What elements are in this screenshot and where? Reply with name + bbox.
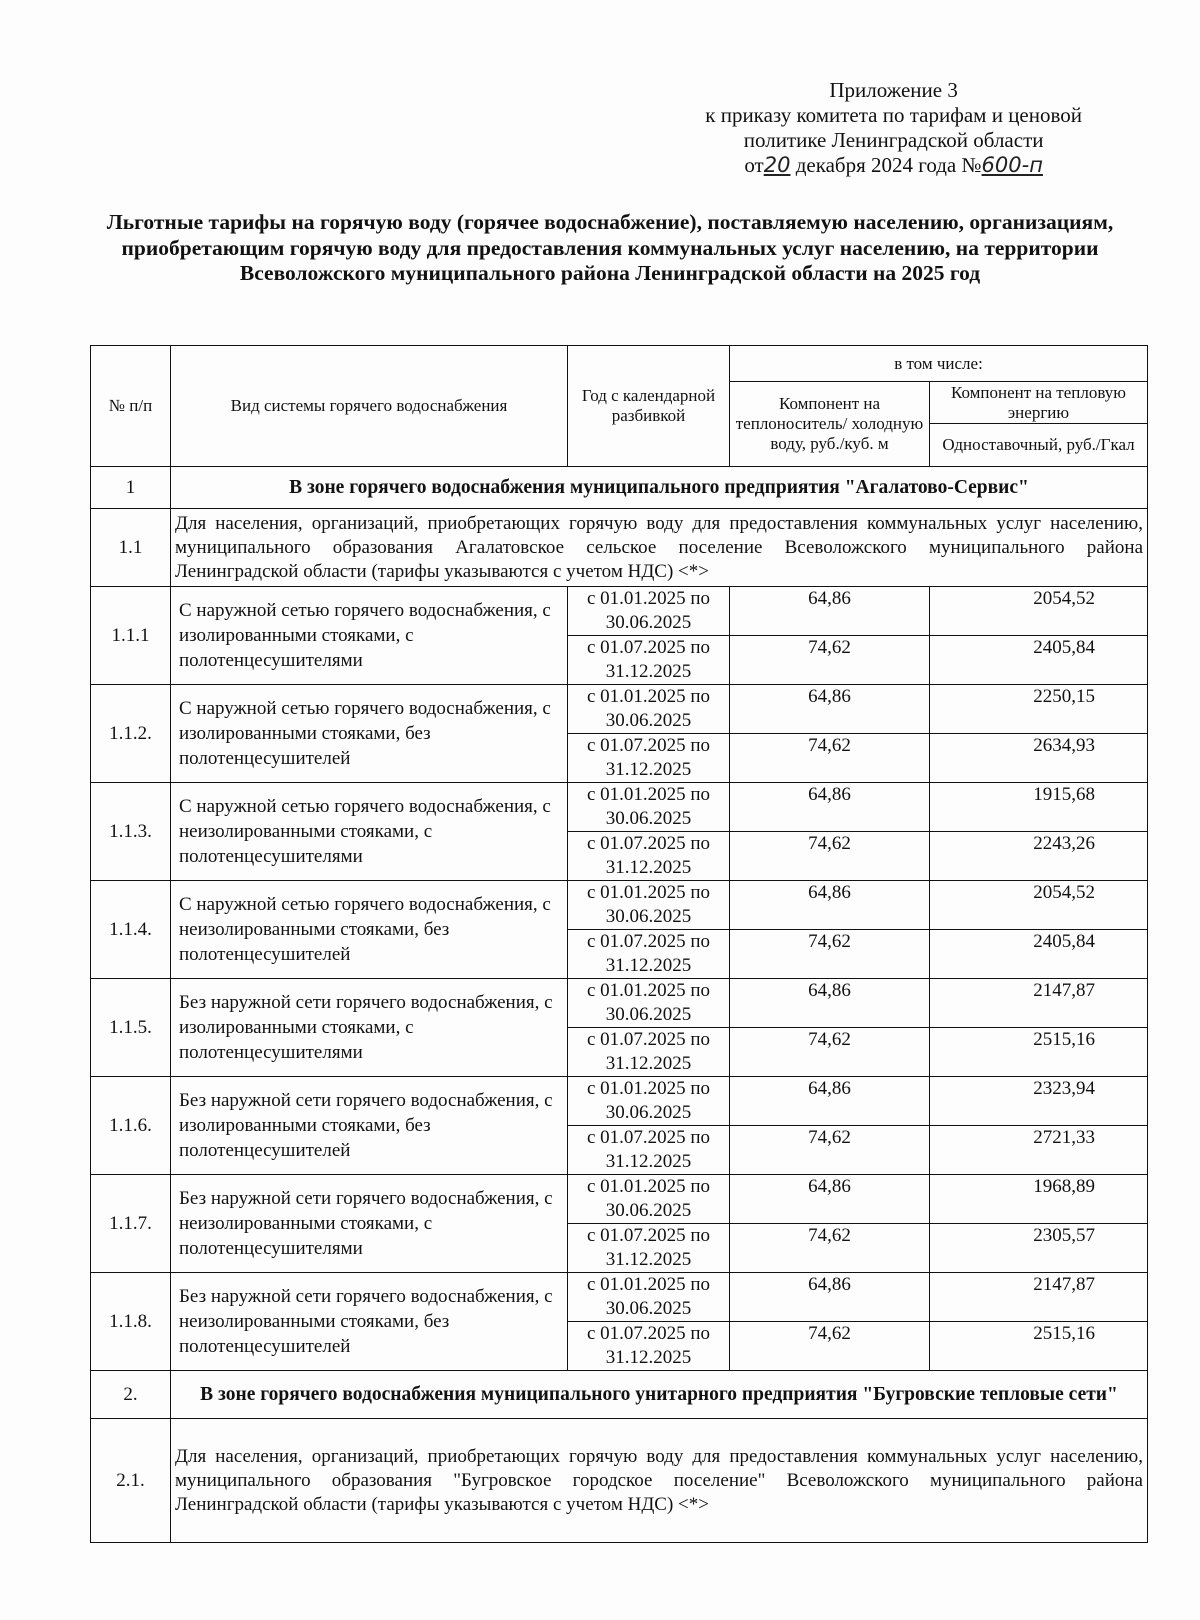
row-num: 1.1.1 bbox=[91, 587, 171, 685]
period-second-half: с 01.07.2025 по 31.12.2025 bbox=[568, 1224, 730, 1273]
header-year: Год с календарной разбивкой bbox=[568, 346, 730, 467]
heat-component-value: 2405,84 bbox=[930, 930, 1148, 979]
heat-component-value: 2147,87 bbox=[930, 1273, 1148, 1322]
heat-component-value: 2147,87 bbox=[930, 979, 1148, 1028]
water-component-value: 74,62 bbox=[730, 1028, 930, 1077]
system-description: Без наружной сети горячего водоснабжения, с изолированными стояками, с полотенцесушителями bbox=[171, 979, 568, 1077]
row-num: 1.1.4. bbox=[91, 881, 171, 979]
system-description: Без наружной сети горячего водоснабжения, с изолированными стояками, без полотенцесушителей bbox=[171, 1077, 568, 1175]
water-component-value: 74,62 bbox=[730, 1126, 930, 1175]
row-num: 1.1.2. bbox=[91, 685, 171, 783]
handwritten-day: 20 bbox=[763, 153, 791, 177]
tariff-row bbox=[91, 881, 1148, 930]
header-heat-component: Компонент на тепловую энергию bbox=[930, 382, 1148, 424]
header-heat-rate: Одноставочный, руб./Гкал bbox=[930, 424, 1148, 467]
system-description: Без наружной сети горячего водоснабжения, с неизолированными стояками, с полотенцесушителями bbox=[171, 1175, 568, 1273]
appendix-order-ref: к приказу комитета по тарифам и ценовой bbox=[705, 103, 1082, 127]
heat-component-value: 1968,89 bbox=[930, 1175, 1148, 1224]
water-component-value: 64,86 bbox=[730, 587, 930, 636]
water-component-value: 64,86 bbox=[730, 685, 930, 734]
header-including: в том числе: bbox=[730, 346, 1148, 382]
row-num: 1.1.6. bbox=[91, 1077, 171, 1175]
appendix-header bbox=[705, 78, 1082, 178]
heat-component-value: 2054,52 bbox=[930, 881, 1148, 930]
handwritten-order-number: 600-п bbox=[981, 153, 1043, 177]
header-system: Вид системы горячего водоснабжения bbox=[171, 346, 568, 467]
heat-component-value: 2305,57 bbox=[930, 1224, 1148, 1273]
tariff-row bbox=[91, 783, 1148, 832]
period-first-half: с 01.01.2025 по 30.06.2025 bbox=[568, 1077, 730, 1126]
water-component-value: 64,86 bbox=[730, 1175, 930, 1224]
heat-component-value: 2405,84 bbox=[930, 636, 1148, 685]
water-component-value: 64,86 bbox=[730, 783, 930, 832]
tariff-row bbox=[91, 685, 1148, 734]
tariff-row bbox=[91, 587, 1148, 636]
appendix-date bbox=[705, 153, 1082, 178]
header-water-component: Компонент на теплоноситель/ холодную воду, руб./куб. м bbox=[730, 382, 930, 467]
water-component-value: 74,62 bbox=[730, 636, 930, 685]
subsection-2-1-num: 2.1. bbox=[91, 1419, 171, 1543]
heat-component-value: 2515,16 bbox=[930, 1028, 1148, 1077]
period-first-half: с 01.01.2025 по 30.06.2025 bbox=[568, 881, 730, 930]
row-num: 1.1.7. bbox=[91, 1175, 171, 1273]
water-component-value: 74,62 bbox=[730, 1322, 930, 1371]
date-middle: декабря 2024 года № bbox=[795, 153, 982, 177]
heat-component-value: 2250,15 bbox=[930, 685, 1148, 734]
period-second-half: с 01.07.2025 по 31.12.2025 bbox=[568, 1028, 730, 1077]
subsection-1-1-num: 1.1 bbox=[91, 509, 171, 587]
tariff-row bbox=[91, 1273, 1148, 1322]
system-description: Без наружной сети горячего водоснабжения, с неизолированными стояками, без полотенцесушителей bbox=[171, 1273, 568, 1371]
heat-component-value: 2054,52 bbox=[930, 587, 1148, 636]
period-second-half: с 01.07.2025 по 31.12.2025 bbox=[568, 734, 730, 783]
heat-component-value: 2634,93 bbox=[930, 734, 1148, 783]
system-description: С наружной сетью горячего водоснабжения, с изолированными стояками, без полотенцесушителей bbox=[171, 685, 568, 783]
subsection-1-1-text: Для населения, организаций, приобретающих горячую воду для предоставления коммунальных услуг населению, муниципального образования Агалатовское сельское поселение Всеволожского муниципального района Ленинградской области (тарифы указываются с учетом НДС) <*> bbox=[171, 509, 1148, 587]
period-second-half: с 01.07.2025 по 31.12.2025 bbox=[568, 930, 730, 979]
heat-component-value: 2515,16 bbox=[930, 1322, 1148, 1371]
water-component-value: 64,86 bbox=[730, 979, 930, 1028]
period-first-half: с 01.01.2025 по 30.06.2025 bbox=[568, 783, 730, 832]
water-component-value: 64,86 bbox=[730, 881, 930, 930]
subsection-2-1-text: Для населения, организаций, приобретающих горячую воду для предоставления коммунальных услуг населению, муниципального образования "Бугровское городское поселение" Всеволожского муниципального района Ленинградской области (тарифы указываются с учетом НДС) <*> bbox=[171, 1419, 1148, 1543]
row-num: 1.1.5. bbox=[91, 979, 171, 1077]
system-description: С наружной сетью горячего водоснабжения, с неизолированными стояками, без полотенцесушителей bbox=[171, 881, 568, 979]
tariff-row bbox=[91, 1175, 1148, 1224]
period-first-half: с 01.01.2025 по 30.06.2025 bbox=[568, 587, 730, 636]
row-num: 1.1.8. bbox=[91, 1273, 171, 1371]
heat-component-value: 2243,26 bbox=[930, 832, 1148, 881]
tariff-table bbox=[90, 345, 1148, 1543]
period-second-half: с 01.07.2025 по 31.12.2025 bbox=[568, 1126, 730, 1175]
tariff-row bbox=[91, 1077, 1148, 1126]
row-num: 1.1.3. bbox=[91, 783, 171, 881]
water-component-value: 64,86 bbox=[730, 1077, 930, 1126]
section2-title: В зоне горячего водоснабжения муниципального унитарного предприятия "Бугровские тепловые сети" bbox=[171, 1371, 1148, 1419]
date-prefix: от bbox=[744, 153, 764, 177]
appendix-committee: политике Ленинградской области bbox=[743, 128, 1044, 152]
system-description: С наружной сетью горячего водоснабжения, с изолированными стояками, с полотенцесушителями bbox=[171, 587, 568, 685]
section1-num: 1 bbox=[91, 467, 171, 509]
period-second-half: с 01.07.2025 по 31.12.2025 bbox=[568, 636, 730, 685]
appendix-title: Приложение 3 bbox=[829, 78, 958, 102]
header-num: № п/п bbox=[91, 346, 171, 467]
document-title: Льготные тарифы на горячую воду (горячее водоснабжение), поставляемую населению, организациям, приобретающим горячую воду для предоставления коммунальных услуг населению, на территории Всеволожского муниципального района Ленинградской области на 2025 год bbox=[106, 210, 1114, 285]
period-first-half: с 01.01.2025 по 30.06.2025 bbox=[568, 1175, 730, 1224]
heat-component-value: 1915,68 bbox=[930, 783, 1148, 832]
system-description: С наружной сетью горячего водоснабжения, с неизолированными стояками, с полотенцесушителями bbox=[171, 783, 568, 881]
water-component-value: 74,62 bbox=[730, 930, 930, 979]
water-component-value: 64,86 bbox=[730, 1273, 930, 1322]
period-first-half: с 01.01.2025 по 30.06.2025 bbox=[568, 979, 730, 1028]
water-component-value: 74,62 bbox=[730, 832, 930, 881]
heat-component-value: 2323,94 bbox=[930, 1077, 1148, 1126]
water-component-value: 74,62 bbox=[730, 1224, 930, 1273]
period-second-half: с 01.07.2025 по 31.12.2025 bbox=[568, 832, 730, 881]
section1-title: В зоне горячего водоснабжения муниципального предприятия "Агалатово-Сервис" bbox=[171, 467, 1148, 509]
period-second-half: с 01.07.2025 по 31.12.2025 bbox=[568, 1322, 730, 1371]
period-first-half: с 01.01.2025 по 30.06.2025 bbox=[568, 1273, 730, 1322]
period-first-half: с 01.01.2025 по 30.06.2025 bbox=[568, 685, 730, 734]
section2-num: 2. bbox=[91, 1371, 171, 1419]
water-component-value: 74,62 bbox=[730, 734, 930, 783]
tariff-row bbox=[91, 979, 1148, 1028]
heat-component-value: 2721,33 bbox=[930, 1126, 1148, 1175]
